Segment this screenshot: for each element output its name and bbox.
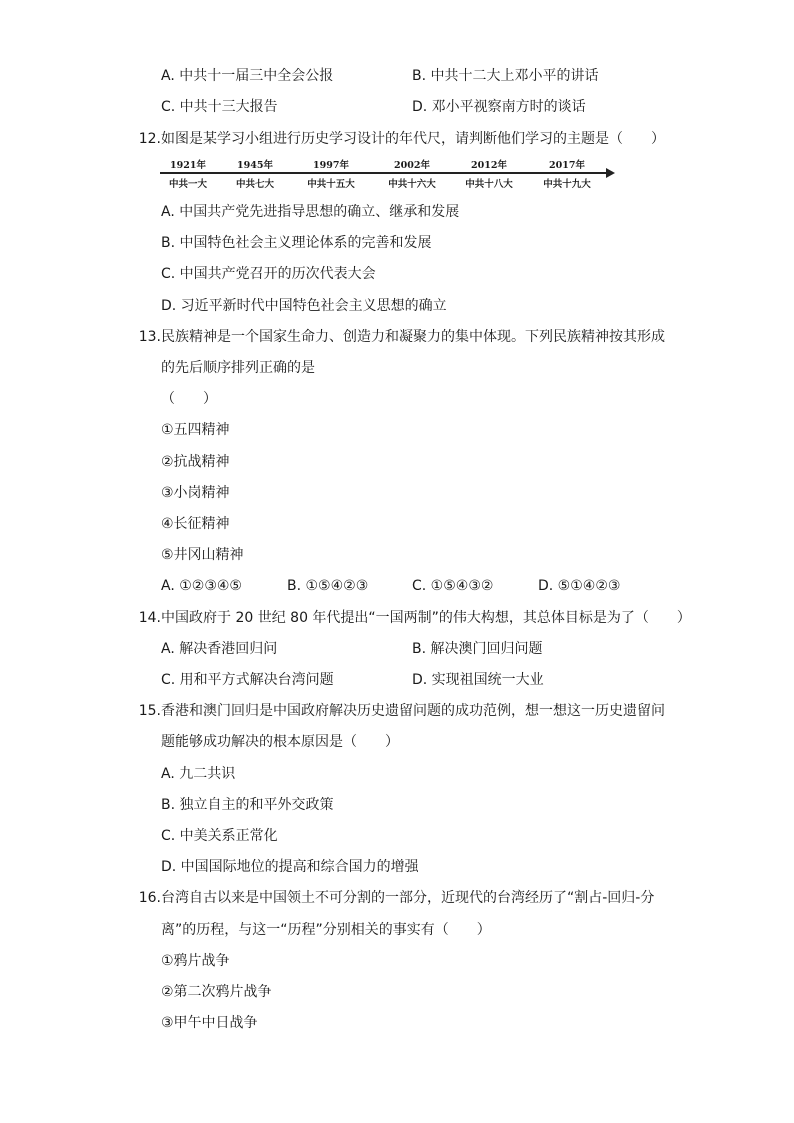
q11-option-a: A. 中共十一届三中全会公报	[161, 68, 334, 84]
q13-stem-line2: 的先后顺序排列正确的是	[161, 360, 315, 376]
q11-option-d: D. 邓小平视察南方时的谈话	[412, 99, 586, 115]
q15-number: 15.	[138, 703, 161, 719]
q12-stem: 如图是某学习小组进行历史学习设计的年代尺，请判断他们学习的主题是（ ）	[161, 131, 665, 147]
q13-option-d: D. ⑤①④②③	[538, 578, 621, 594]
q13-item-4: ④长征精神	[161, 516, 230, 532]
q14-option-b: B. 解决澳门回归问题	[412, 641, 543, 657]
q14-option-a: A. 解决香港回归问	[161, 641, 278, 657]
q13-item-2: ②抗战精神	[161, 454, 230, 470]
q14-stem: 中国政府于 20 世纪 80 年代提出“一国两制”的伟大构想，其总体目标是为了（ ）	[161, 610, 691, 626]
q13-stem-line1: 民族精神是一个国家生命力、创造力和凝聚力的集中体现。下列民族精神按其形成	[161, 329, 665, 345]
q13-answer-paren: （ ）	[161, 391, 217, 407]
q14-option-d: D. 实现祖国统一大业	[412, 672, 544, 688]
q15-option-c: C. 中美关系正常化	[161, 828, 278, 844]
q15-option-b: B. 独立自主的和平外交政策	[161, 797, 334, 813]
q13-option-b: B. ①⑤④②③	[287, 578, 369, 594]
q16-number: 16.	[138, 890, 161, 906]
timeline-label-1: 中共一大	[168, 179, 208, 190]
q16-item-2: ②第二次鸦片战争	[161, 984, 272, 1000]
timeline-label-6: 中共十九大	[543, 179, 591, 190]
q11-option-c: C. 中共十三大报告	[161, 99, 278, 115]
q15-stem-line2: 题能够成功解决的根本原因是（ ）	[161, 734, 399, 750]
timeline-label-2: 中共七大	[235, 179, 275, 190]
q16-item-1: ①鸦片战争	[161, 953, 230, 969]
q14-number: 14.	[138, 610, 161, 626]
q15-option-a: A. 九二共识	[161, 766, 236, 782]
q15-stem-line1: 香港和澳门回归是中国政府解决历史遗留问题的成功范例，想一想这一历史遗留问	[161, 703, 665, 719]
timeline-year-5: 2012年	[471, 160, 507, 171]
timeline-year-2: 1945年	[237, 160, 273, 171]
timeline-arrow-icon	[606, 168, 615, 178]
q11-option-b: B. 中共十二大上邓小平的讲话	[412, 68, 599, 84]
timeline-year-6: 2017年	[549, 160, 585, 171]
q13-item-5: ⑤井冈山精神	[161, 547, 244, 563]
timeline-year-1: 1921年	[170, 160, 206, 171]
timeline-year-4: 2002年	[394, 160, 430, 171]
timeline-axis	[160, 172, 610, 174]
timeline-label-4: 中共十六大	[388, 179, 436, 190]
q12-option-a: A. 中国共产党先进指导思想的确立、继承和发展	[161, 204, 460, 220]
q16-stem-line2: 离”的历程，与这一“历程”分别相关的事实有（ ）	[161, 922, 491, 938]
q13-item-3: ③小岗精神	[161, 485, 230, 501]
q13-number: 13.	[138, 329, 161, 345]
timeline-label-3: 中共十五大	[307, 179, 355, 190]
q12-number: 12.	[138, 131, 161, 147]
q13-option-a: A. ①②③④⑤	[161, 578, 242, 594]
q12-option-b: B. 中国特色社会主义理论体系的完善和发展	[161, 235, 432, 251]
q14-option-c: C. 用和平方式解决台湾问题	[161, 672, 334, 688]
q12-option-c: C. 中国共产党召开的历次代表大会	[161, 266, 376, 282]
q15-option-d: D. 中国国际地位的提高和综合国力的增强	[161, 859, 419, 875]
q13-option-c: C. ①⑤④③②	[412, 578, 494, 594]
q16-item-3: ③甲午中日战争	[161, 1015, 258, 1031]
timeline-figure	[160, 155, 620, 195]
q16-stem-line1: 台湾自古以来是中国领土不可分割的一部分，近现代的台湾经历了“割占-回归-分	[161, 890, 655, 906]
timeline-year-3: 1997年	[313, 160, 349, 171]
timeline-label-5: 中共十八大	[465, 179, 513, 190]
q13-item-1: ①五四精神	[161, 422, 230, 438]
q12-option-d: D. 习近平新时代中国特色社会主义思想的确立	[161, 298, 447, 314]
